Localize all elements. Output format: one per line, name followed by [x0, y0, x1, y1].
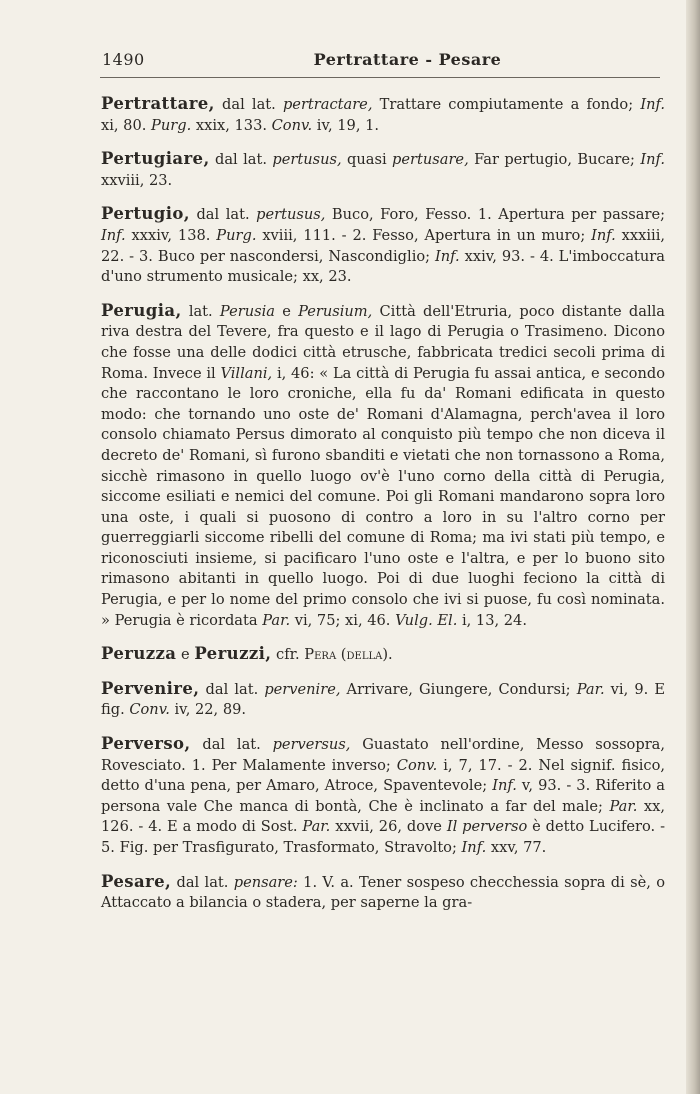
entry-headword: Perverso,: [101, 734, 191, 754]
entry-text: 1. V. a. Tener sospeso checchessia sopra di sè, o Attaccato a bilancia o stadera, per saperne la gra-: [101, 873, 665, 912]
dictionary-entry: [101, 872, 665, 914]
entry-text: Guastato nell'ordine, Messo sossopra, Rovesciato. 1. Per Malamente inverso;: [101, 736, 666, 774]
entry-text: pensare:: [233, 873, 298, 891]
entry-text: iv, 19, 1.: [312, 116, 380, 134]
entry-headword: Pertugio,: [101, 204, 190, 224]
entry-text: vi, 75; xi, 46.: [290, 611, 396, 629]
entry-text: è detto Lucifero. - 5. Fig. per Trasfigurato, Trasformato, Stravolto;: [101, 818, 665, 856]
entry-text: Città dell'Etruria, poco distante dalla riva destra del Tevere, fra questo e il lago di Perugia o Trasimeno. Dicono che fosse una delle dodici città etrusche, fabbricata tredici secoli prima di Roma. Invece il: [101, 302, 665, 382]
entry-text: dal lat.: [214, 96, 283, 113]
entry-text: pertusus,: [256, 206, 326, 224]
entry-text: xviii, 111. - 2. Fesso, Apertura in un muro;: [256, 226, 592, 244]
page-number: 1490: [102, 50, 145, 69]
entry-text: quasi: [341, 151, 393, 169]
entry-text: xx, 126. - 4. E a modo di Sost.: [101, 797, 665, 836]
running-title: Pertrattare - Pesare: [313, 50, 502, 69]
entry-text: Arrivare, Giungere, Condursi;: [340, 680, 577, 698]
entry-text: Inf.: [640, 151, 665, 169]
header-rule: [100, 77, 660, 78]
entry-headword: Perugia,: [101, 300, 182, 320]
entry-text: Vulg. El.: [395, 611, 458, 629]
dictionary-entry: [101, 94, 665, 136]
entry-text: Conv.: [129, 701, 170, 719]
dictionary-entry: [101, 644, 665, 666]
entry-text: Inf.: [461, 839, 487, 856]
entry-text: dal lat.: [199, 680, 265, 698]
dictionary-entry: [101, 301, 665, 632]
entry-text: perversus,: [272, 736, 351, 754]
entry-text: i, 13, 24.: [457, 611, 527, 629]
entry-text: dal lat.: [209, 151, 273, 169]
dictionary-entry: [101, 734, 665, 859]
entry-text: pertusus,: [272, 151, 342, 169]
entry-text: Purg.: [151, 116, 192, 134]
entry-text: Par.: [302, 818, 331, 836]
entry-text: pertractare,: [282, 96, 373, 113]
entry-text: xxviii, 23.: [101, 171, 173, 189]
entry-text: i, 46: « La città di Perugia fu assai antica, e secondo che raccontano le loro croniche, ella fu da' Romani edificata in questo modo: che tornando uno oste de' Romani d'Alamagna, perch'avea il loro consolo chiamato Persus dimorato al conquisto più tempo che non diceva il decreto de' Romani, sì furono sbanditi e vietati che non tornassono a Roma, sicchè rimasono in quello luogo ov'è l'uno corno della città di Perugia, siccome esiliati e nemici del comune. Poi gli Romani mandarono sopra loro una oste, i quali si puosono di contro a loro in su l'altro corno per guerreggiarli siccome ribelli del comune di Roma; ma ivi stati più tempo, e riconosciuti insieme, si pacificaro l'uno oste e l'altra, e per lo buono sito rimasono abitanti in quello luogo. Poi di due luoghi feciono la città di Perugia, e per lo nome del primo consolo che ivi si puose, fu così nominata. » Perugia è ricordata: [101, 364, 665, 629]
dictionary-entry: [101, 149, 665, 191]
entry-text: Par.: [576, 680, 605, 698]
entry-text: e: [274, 302, 299, 320]
book-spine-edge: [686, 0, 700, 1094]
entry-text: Perusia: [219, 302, 275, 320]
entry-text: Villani,: [220, 364, 273, 382]
entry-text: Par.: [262, 611, 291, 629]
entry-text: Pera (della).: [304, 646, 393, 664]
entry-headword: Pesare,: [101, 871, 172, 891]
entry-text: dal lat.: [171, 873, 234, 891]
entry-headword: Pertrattare,: [101, 94, 215, 113]
entry-text: pertusare,: [392, 151, 469, 169]
entry-headword: Pervenire,: [101, 678, 200, 698]
entry-text: Perusium,: [298, 302, 373, 320]
entry-text: Inf.: [640, 96, 665, 113]
entry-text: Buco, Foro, Fesso. 1. Apertura per passare;: [325, 206, 666, 224]
entry-text: lat.: [181, 302, 220, 320]
dictionary-entry: [101, 204, 665, 287]
entry-text: Trattare compiutamente a fondo;: [372, 96, 641, 113]
entry-text: Il perverso: [446, 818, 528, 836]
entry-text: pervenire,: [264, 680, 341, 698]
entry-text: cfr.: [271, 646, 305, 664]
entry-headword: Peruzza: [101, 644, 177, 664]
entry-text: Purg.: [216, 226, 257, 244]
entry-text: Inf.: [435, 247, 460, 265]
entry-text: Par.: [609, 797, 638, 815]
dictionary-entry: [101, 679, 665, 721]
entry-text: Conv.: [271, 116, 313, 134]
entry-text: Far pertugio, Bucare;: [468, 151, 641, 169]
entry-text: xxxiv, 138.: [125, 226, 217, 244]
entry-headword: Pertugiare,: [101, 149, 210, 169]
entry-text: xxix, 133.: [191, 116, 272, 134]
entry-text: xxvii, 26, dove: [330, 818, 447, 836]
entry-text: vi, 9. E fig.: [101, 680, 665, 719]
entry-text: dal lat.: [189, 206, 257, 224]
entry-text: xxxiii, 22. - 3. Buco per nascondersi, Nascondiglio;: [101, 226, 666, 265]
entry-text: e: [176, 646, 195, 664]
entry-text: Inf.: [101, 226, 126, 244]
entry-text: i, 7, 17. - 2. Nel signif. fisico, detto d'una pena, per Amaro, Atroce, Spaventevole;: [101, 756, 665, 795]
entry-text: xxiv, 93. - 4. L'imboccatura d'uno strumento musicale; xx, 23.: [101, 247, 665, 286]
dictionary-entries: [101, 94, 665, 914]
entry-headword: Peruzzi,: [194, 644, 272, 664]
entry-text: dal lat.: [190, 736, 273, 754]
entry-text: Inf.: [492, 777, 517, 795]
entry-text: xxv, 77.: [486, 839, 547, 856]
entry-text: iv, 22, 89.: [169, 701, 247, 719]
entry-text: Inf.: [591, 226, 616, 244]
page-header: [100, 50, 660, 76]
entry-text: Conv.: [396, 756, 438, 774]
entry-text: v, 93. - 3. Riferito a persona vale Che manca di bontà, Che è inclinato a far del male;: [101, 777, 665, 815]
entry-text: xi, 80.: [101, 116, 152, 134]
